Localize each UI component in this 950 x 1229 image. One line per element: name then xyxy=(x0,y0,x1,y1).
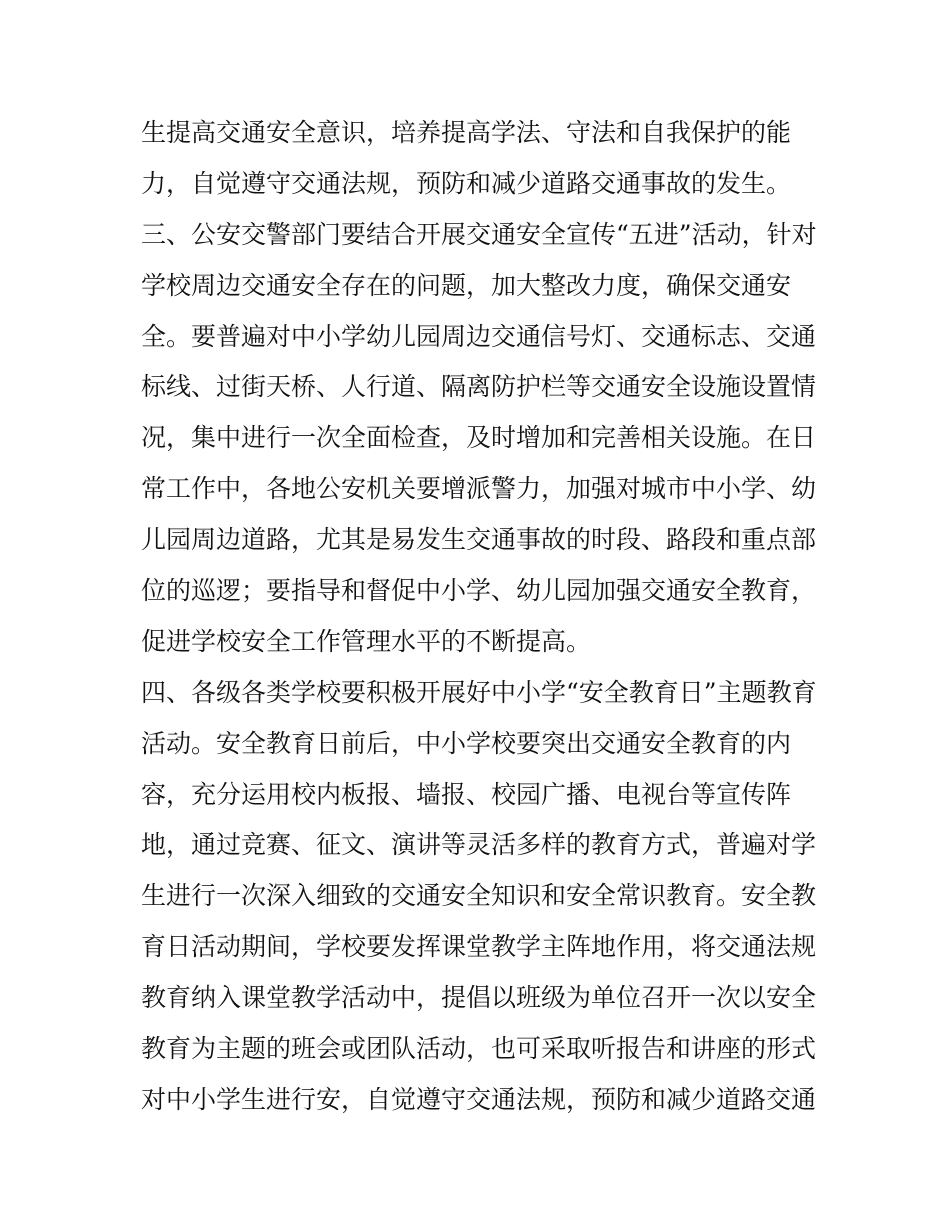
text-line: 育日活动期间，学校要发挥课堂教学主阵地作用，将交通法规 xyxy=(141,932,817,962)
text-line: 容，充分运用校内板报、墙报、校园广播、电视台等宣传阵 xyxy=(141,779,792,809)
text-line: 标线、过街天桥、人行道、隔离防护栏等交通安全设施设置情 xyxy=(141,372,817,402)
text-line: 生进行一次深入细致的交通安全知识和安全常识教育。安全教 xyxy=(141,881,817,911)
text-line: 位的巡逻；要指导和督促中小学、幼儿园加强交通安全教育， xyxy=(141,576,817,606)
text-line: 常工作中，各地公安机关要增派警力，加强对城市中小学、幼 xyxy=(141,474,817,504)
text-line: 儿园周边道路，尤其是易发生交通事故的时段、路段和重点部 xyxy=(141,525,817,555)
text-line: 力，自觉遵守交通法规，预防和减少道路交通事故的发生。 xyxy=(141,168,792,198)
body-text xyxy=(141,108,821,1126)
text-line: 活动。安全教育日前后，中小学校要突出交通安全教育的内 xyxy=(141,728,792,758)
text-line: 三、公安交警部门要结合开展交通安全宣传“五进”活动，针对 xyxy=(141,219,817,249)
text-line: 教育纳入课堂教学活动中，提倡以班级为单位召开一次以安全 xyxy=(141,983,817,1013)
text-line: 地，通过竞赛、征文、演讲等灵活多样的教育方式，普遍对学 xyxy=(141,830,817,860)
text-line: 生提高交通安全意识，培养提高学法、守法和自我保护的能 xyxy=(141,118,792,147)
text-line: 全。要普遍对中小学幼儿园周边交通信号灯、交通标志、交通 xyxy=(141,321,817,351)
text-line: 教育为主题的班会或团队活动，也可采取听报告和讲座的形式 xyxy=(141,1034,817,1064)
text-line: 促进学校安全工作管理水平的不断提高。 xyxy=(141,626,592,656)
text-line: 四、各级各类学校要积极开展好中小学“安全教育日”主题教育 xyxy=(141,677,817,707)
text-line: 学校周边交通安全存在的问题，加大整改力度，确保交通安 xyxy=(141,270,792,300)
text-line: 对中小学生进行安，自觉遵守交通法规，预防和减少道路交通 xyxy=(141,1084,817,1114)
text-line: 况，集中进行一次全面检查，及时增加和完善相关设施。在日 xyxy=(141,423,817,453)
